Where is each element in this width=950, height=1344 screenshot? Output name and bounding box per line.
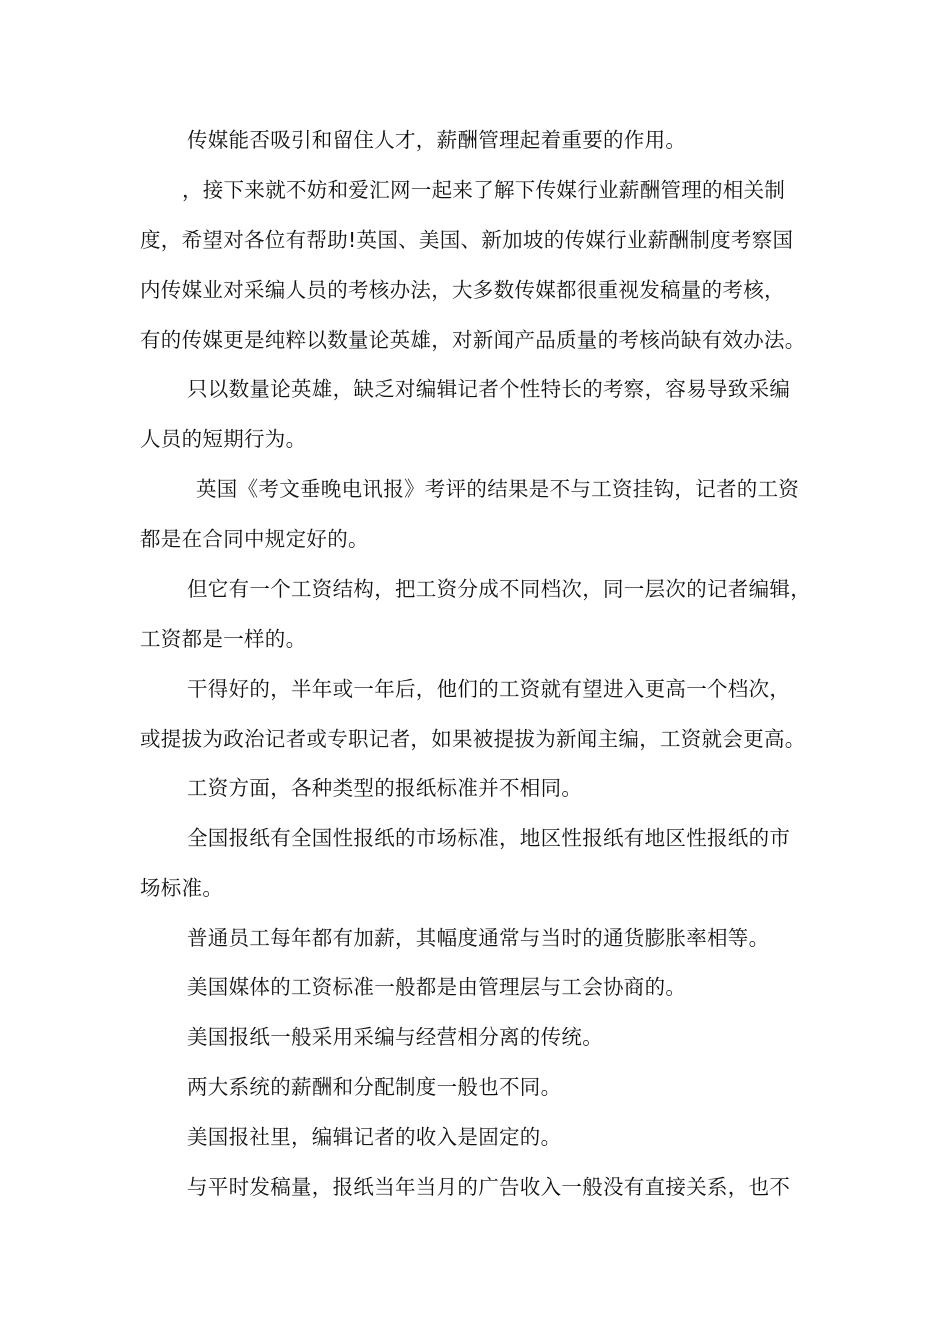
- text-line: 英国《考文垂晚电讯报》考评的结果是不与工资挂钩，记者的工资: [196, 477, 800, 501]
- text-line: 普通员工每年都有加薪，其幅度通常与当时的通货膨胀率相等。: [187, 926, 770, 950]
- text-line: 与平时发稿量，报纸当年当月的广告收入一般没有直接关系，也不: [187, 1175, 791, 1199]
- text-line: 场标准。: [140, 876, 224, 900]
- text-line: ，接下来就不妨和爱汇网一起来了解下传媒行业薪酬管理的相关制: [182, 178, 786, 202]
- text-line: 工资方面，各种类型的报纸标准并不相同。: [187, 776, 583, 800]
- text-line: 两大系统的薪酬和分配制度一般也不同。: [187, 1075, 562, 1099]
- text-line: 只以数量论英雄，缺乏对编辑记者个性特长的考察，容易导致采编: [187, 377, 791, 401]
- text-line: 内传媒业对采编人员的考核办法，大多数传媒都很重视发稿量的考核，: [140, 278, 785, 302]
- text-line: 工资都是一样的。: [140, 627, 307, 651]
- text-line: 美国报纸一般采用采编与经营相分离的传统。: [187, 1025, 603, 1049]
- text-line: 或提拔为政治记者或专职记者，如果被提拔为新闻主编，工资就会更高。: [140, 727, 806, 751]
- text-line: 干得好的，半年或一年后，他们的工资就有望进入更高一个档次，: [187, 677, 791, 701]
- text-line: 人员的短期行为。: [140, 427, 307, 451]
- text-line: 美国媒体的工资标准一般都是由管理层与工会协商的。: [187, 975, 687, 999]
- text-line: 传媒能否吸引和留住人才，薪酬管理起着重要的作用。: [187, 128, 687, 152]
- text-line: 全国报纸有全国性报纸的市场标准，地区性报纸有地区性报纸的市: [187, 826, 791, 850]
- text-line: 但它有一个工资结构，把工资分成不同档次，同一层次的记者编辑，: [187, 577, 811, 601]
- text-line: 有的传媒更是纯粹以数量论英雄，对新闻产品质量的考核尚缺有效办法。: [140, 328, 806, 352]
- text-line: 都是在合同中规定好的。: [140, 527, 369, 551]
- text-line: 美国报社里，编辑记者的收入是固定的。: [187, 1125, 562, 1149]
- text-line: 度，希望对各位有帮助!英国、美国、新加坡的传媒行业薪酬制度考察国: [140, 228, 794, 252]
